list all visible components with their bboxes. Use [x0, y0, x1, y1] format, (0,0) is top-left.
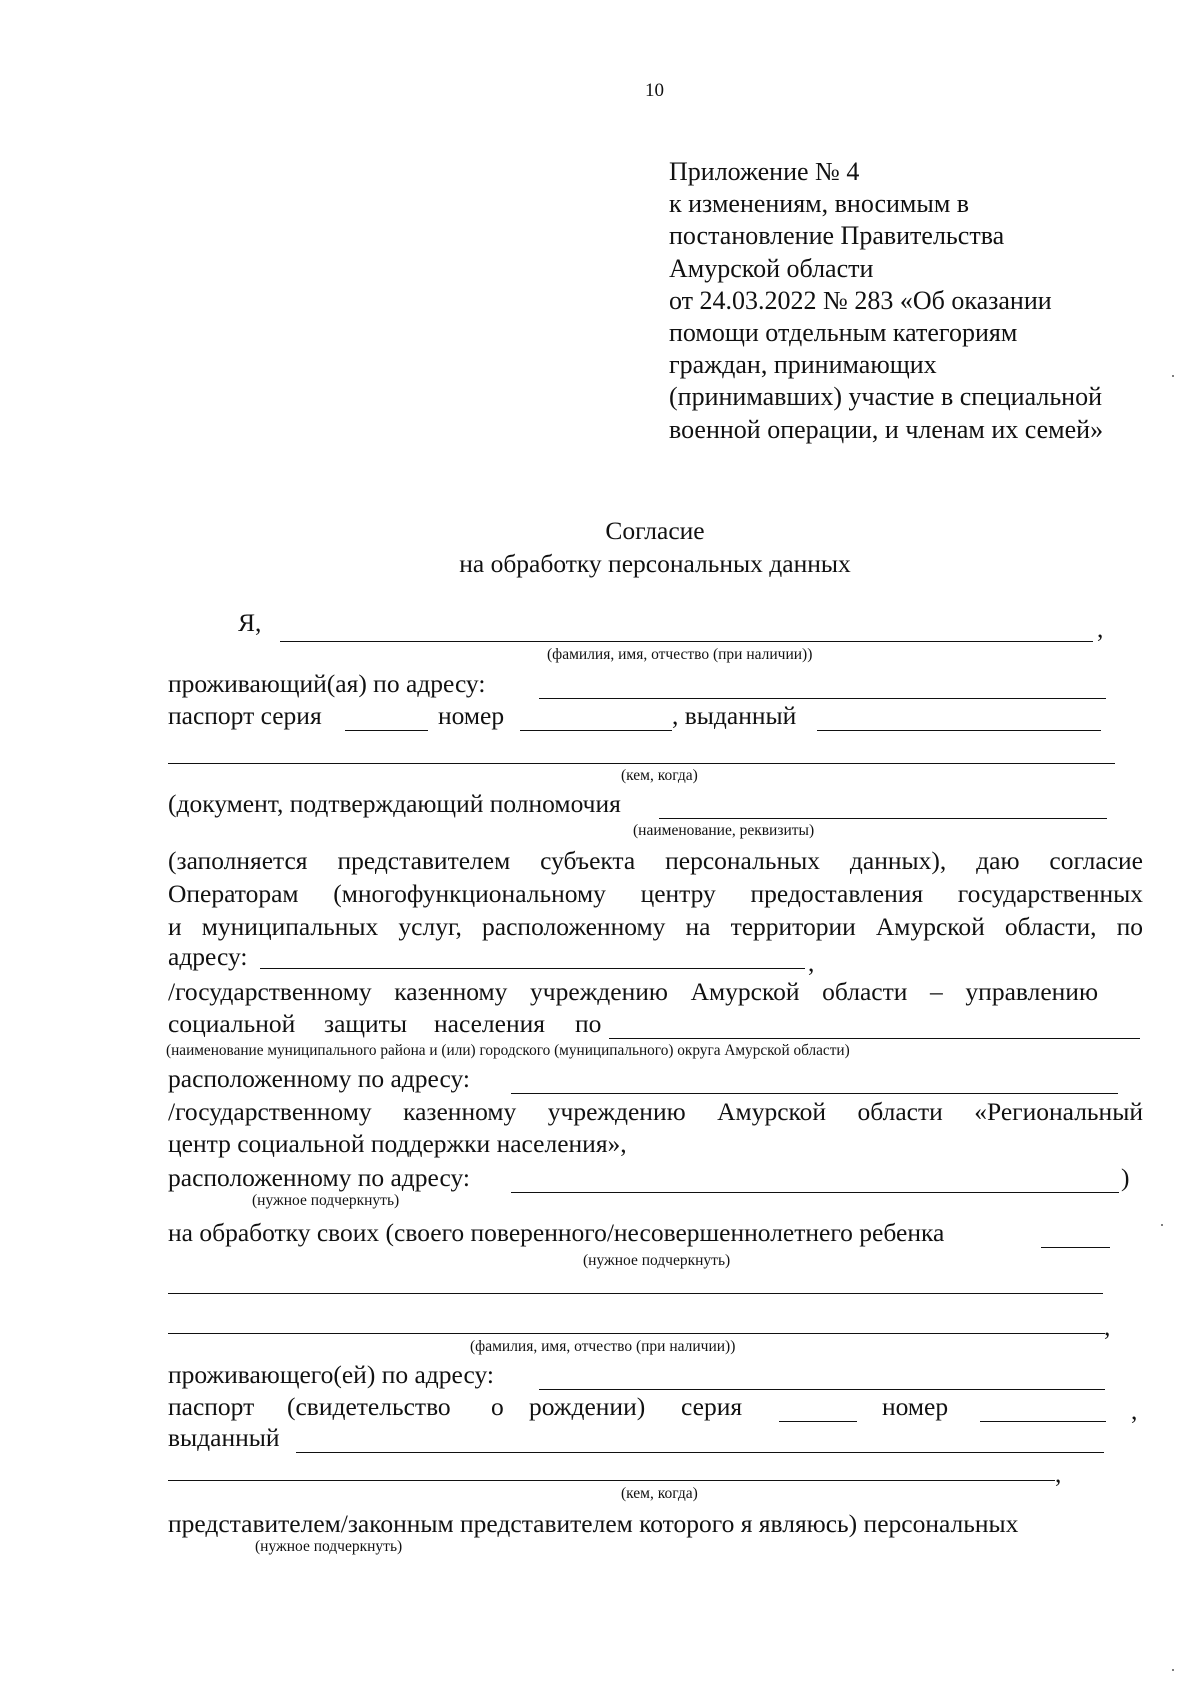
fio-caption-2: (фамилия, имя, отчество (при наличии)): [470, 1338, 736, 1355]
underline-needed-caption-2: (нужное подчеркнуть): [583, 1252, 731, 1269]
appendix-block: [669, 156, 1103, 446]
underline-needed-caption-3: (нужное подчеркнуть): [255, 1538, 403, 1555]
para3-line2: центр социальной поддержки населения»,: [168, 1129, 627, 1158]
scan-speck: [1161, 1224, 1163, 1226]
appendix-line: (принимавших) участие в специальной: [669, 382, 1102, 412]
district-caption: (наименование муниципального района и (или) городского (муниципального) округа Амурской области): [166, 1042, 850, 1059]
underline-needed-caption: (нужное подчеркнуть): [252, 1192, 400, 1209]
page-number: 10: [645, 80, 664, 101]
issued2-line-2[interactable]: [168, 1480, 1055, 1481]
child-fio-line-2[interactable]: [168, 1333, 1105, 1334]
passport2-word: серия: [681, 1392, 743, 1421]
passport-number-line[interactable]: [520, 730, 672, 731]
comma: ,: [808, 948, 815, 977]
passport-series-line[interactable]: [345, 730, 428, 731]
appendix-line: граждан, принимающих: [669, 350, 937, 380]
para3-line1: /государственному казенному учреждению Амурской области «Региональный: [168, 1097, 1143, 1126]
located-address-line[interactable]: [511, 1093, 1118, 1094]
child-fio-line-1[interactable]: [168, 1293, 1103, 1294]
address-field-line[interactable]: [539, 698, 1106, 699]
issued2-label: выданный: [168, 1423, 280, 1452]
scan-speck: [1172, 375, 1174, 377]
who-when-caption-2: (кем, когда): [621, 1485, 698, 1502]
para1-line1: (заполняется представителем субъекта персональных данных), даю согласие: [168, 846, 1143, 875]
appendix-line: постановление Правительства: [669, 221, 1005, 251]
para2-word: населения: [434, 1009, 545, 1038]
document-title: Согласие: [605, 516, 705, 545]
who-when-caption: (кем, когда): [621, 767, 698, 784]
passport2-word: паспорт: [168, 1392, 255, 1421]
located-address-line-2[interactable]: [511, 1192, 1119, 1193]
para1-line3: и муниципальных услуг, расположенному на территории Амурской области, по: [168, 912, 1143, 941]
address-line[interactable]: [260, 968, 805, 969]
appendix-line: к изменениям, вносимым в: [669, 189, 970, 219]
para2-line1: /государственному казенному учреждению Амурской области – управлению: [168, 977, 1098, 1006]
comma: ,: [1097, 614, 1104, 643]
i-prefix: Я,: [238, 608, 262, 637]
passport-number-label: номер: [438, 701, 505, 730]
processing-own-label: на обработку своих (своего поверенного/несовершеннолетнего ребенка: [168, 1218, 945, 1247]
child-field-line[interactable]: [1041, 1247, 1110, 1248]
issued2-line[interactable]: [296, 1452, 1104, 1453]
passport-series-label: паспорт серия: [168, 701, 322, 730]
comma: ,: [1104, 1312, 1111, 1341]
located-address-label: расположенному по адресу:: [168, 1064, 470, 1093]
passport2-word: о: [491, 1392, 504, 1421]
scan-speck: [1172, 1669, 1174, 1671]
passport2-word: (свидетельство: [287, 1392, 451, 1421]
document-subtitle: на обработку персональных данных: [459, 549, 851, 578]
fio-field-line[interactable]: [280, 641, 1093, 642]
appendix-line: помощи отдельным категориям: [669, 318, 1018, 348]
appendix-line: Приложение № 4: [669, 157, 860, 186]
para2-word: социальной: [168, 1009, 296, 1038]
issued-field-line[interactable]: [817, 730, 1101, 731]
close-paren: ): [1121, 1163, 1130, 1192]
located-address-label-2: расположенному по адресу:: [168, 1163, 470, 1192]
issued-by-line[interactable]: [168, 763, 1115, 764]
name-requisites-caption: (наименование, реквизиты): [633, 822, 815, 839]
passport2-number-label: номер: [882, 1392, 949, 1421]
appendix-line: от 24.03.2022 № 283 «Об оказании: [669, 285, 1052, 315]
para2-word: по: [575, 1009, 602, 1038]
passport2-word: рождении): [529, 1392, 646, 1421]
representative-line: представителем/законным представителем которого я являюсь) персональных: [168, 1509, 1019, 1538]
residing-label-2: проживающего(ей) по адресу:: [168, 1360, 494, 1389]
residing-line-2[interactable]: [539, 1389, 1105, 1390]
comma: ,: [1055, 1459, 1062, 1488]
para1-line2: Операторам (многофункциональному центру предоставления государственных: [168, 879, 1143, 908]
passport2-number-line[interactable]: [980, 1421, 1106, 1422]
issued-label: , выданный: [672, 701, 797, 730]
residing-label: проживающий(ая) по адресу:: [168, 669, 486, 698]
fio-caption: (фамилия, имя, отчество (при наличии)): [547, 646, 813, 663]
para2-word: защиты: [324, 1009, 407, 1038]
doc-authority-label: (документ, подтверждающий полномочия: [168, 789, 621, 818]
address-label: адресу:: [168, 942, 248, 971]
comma: ,: [1131, 1396, 1138, 1425]
district-line[interactable]: [609, 1038, 1140, 1039]
passport2-series-line[interactable]: [779, 1421, 857, 1422]
appendix-line: военной операции, и членам их семей»: [669, 414, 1104, 444]
appendix-line: Амурской области: [669, 253, 874, 283]
doc-authority-line[interactable]: [659, 818, 1107, 819]
